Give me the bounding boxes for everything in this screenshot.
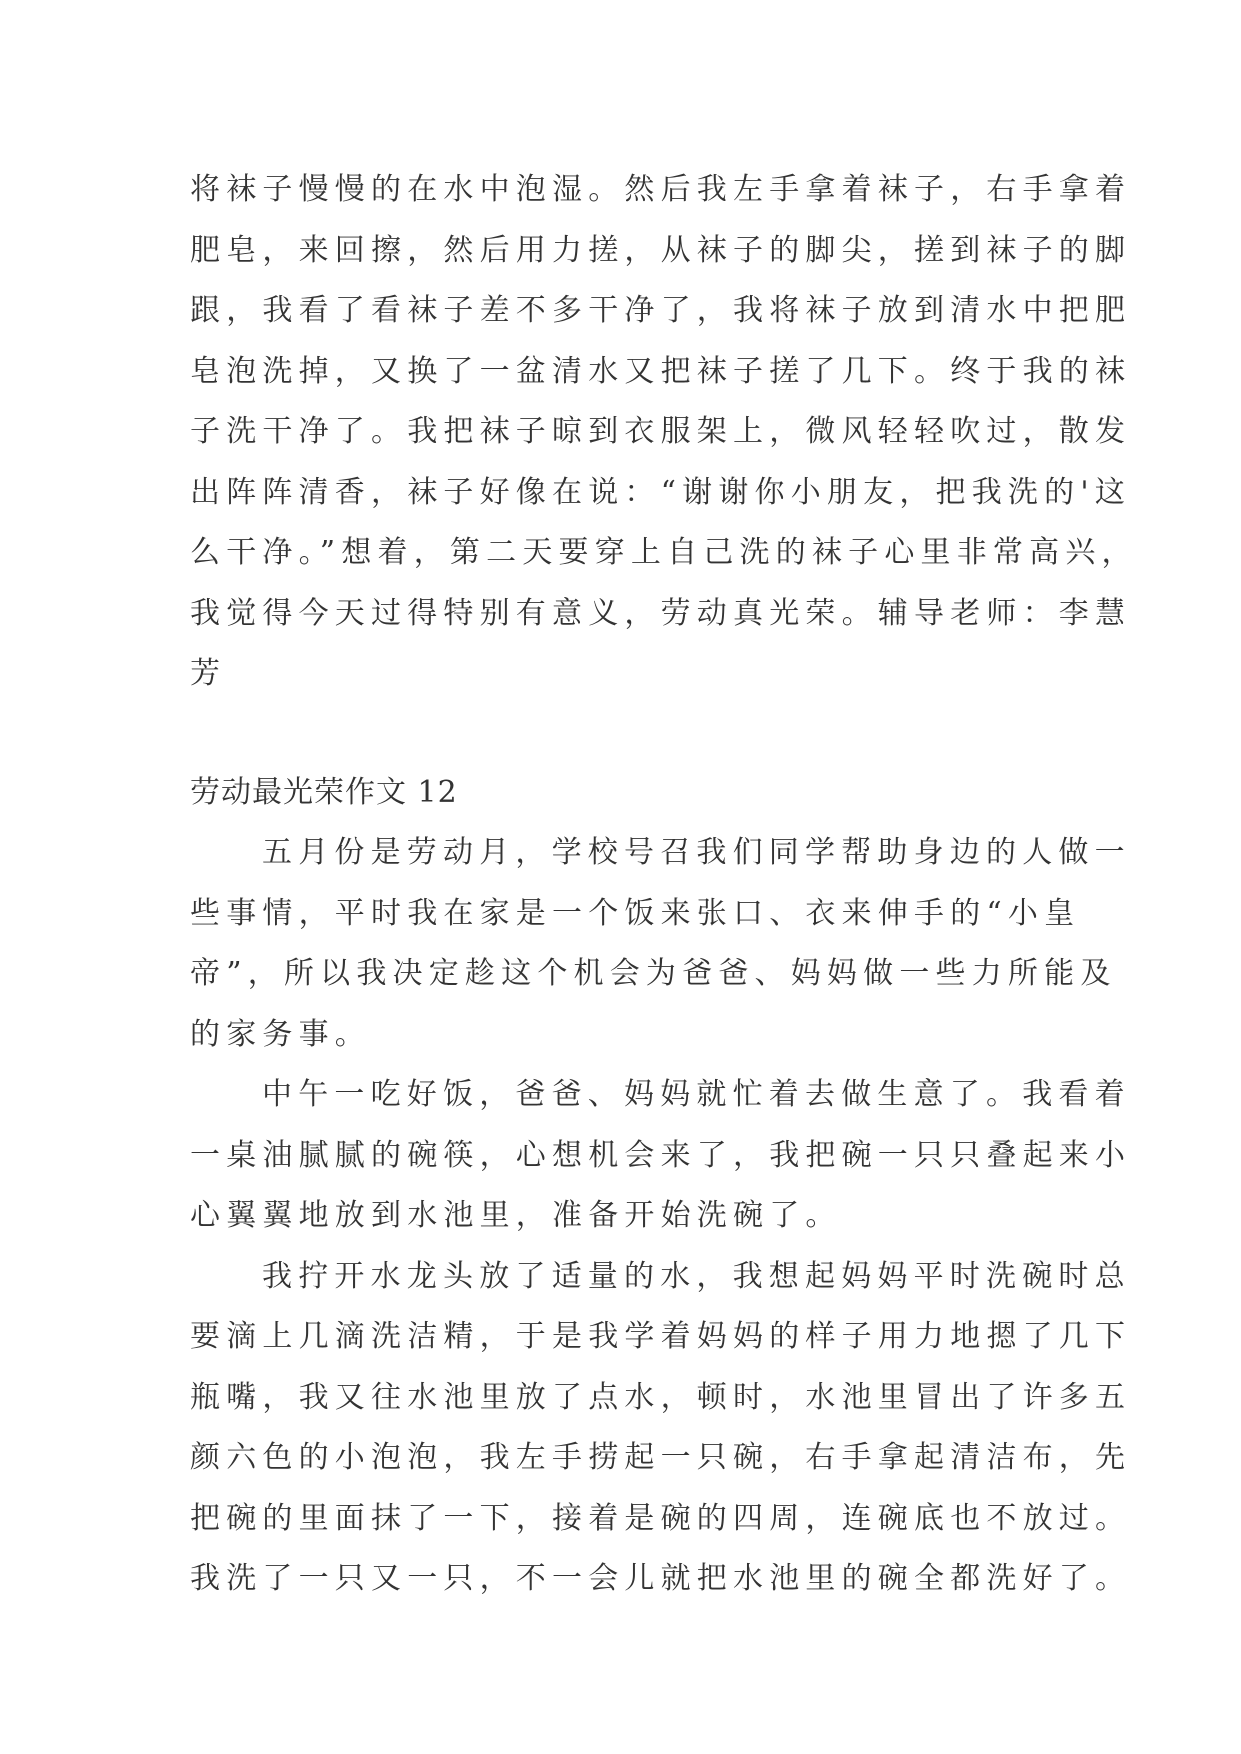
section-spacer — [190, 705, 1090, 763]
text-line: 些事情，平时我在家是一个饭来张口、衣来伸手的“小皇 — [190, 895, 1081, 931]
document-page — [190, 160, 1138, 1610]
text-line: 中午一吃好饭，爸爸、妈妈就忙着去做生意了。我看着 — [262, 1077, 1131, 1112]
text-line: 把碗的里面抹了一下，接着是碗的四周，连碗底也不放过。 — [190, 1500, 1132, 1536]
text-line: 五月份是劳动月，学校号召我们同学帮助身边的人做一 — [262, 835, 1131, 870]
text-line: 的家务事。 — [190, 1016, 371, 1052]
text-line: 心翼翼地放到水池里，准备开始洗碗了。 — [190, 1198, 842, 1233]
section-title: 劳动最光荣作文 12 — [190, 774, 458, 810]
text-line: 芳 — [190, 656, 227, 691]
text-line: 肥皂，来回擦，然后用力搓，从袜子的脚尖，搓到袜子的脚 — [190, 232, 1132, 268]
text-line: 要滴上几滴洗洁精，于是我学着妈妈的样子用力地摁了几下 — [190, 1319, 1132, 1354]
text-line: 么干净。”想着，第二天要穿上自己洗的袜子心里非常高兴， — [190, 535, 1138, 570]
text-line: 我觉得今天过得特别有意义，劳动真光荣。辅导老师：李慧 — [190, 595, 1132, 631]
text-line: 帝”，所以我决定趁这个机会为爸爸、妈妈做一些力所能及 — [190, 956, 1117, 991]
text-line: 我拧开水龙头放了适量的水，我想起妈妈平时洗碗时总 — [262, 1258, 1131, 1294]
text-line: 子洗干净了。我把袜子晾到衣服架上，微风轻轻吹过，散发 — [190, 414, 1132, 449]
text-line: 出阵阵清香，袜子好像在说：“谢谢你小朋友，把我洗的'这 — [190, 474, 1131, 510]
continued-paragraph — [190, 160, 1138, 705]
paragraph-2 — [190, 1065, 1132, 1247]
text-line: 颜六色的小泡泡，我左手捞起一只碗，右手拿起清洁布，先 — [190, 1440, 1132, 1475]
text-line: 将袜子慢慢的在水中泡湿。然后我左手拿着袜子，右手拿着 — [190, 172, 1132, 207]
text-line: 一桌油腻腻的碗筷，心想机会来了，我把碗一只只叠起来小 — [190, 1137, 1132, 1173]
text-line: 我洗了一只又一只，不一会儿就把水池里的碗全都洗好了。 — [190, 1561, 1132, 1596]
paragraph-3 — [190, 1247, 1132, 1610]
text-line: 瓶嘴，我又往水池里放了点水，顿时，水池里冒出了许多五 — [190, 1379, 1132, 1415]
paragraph-1 — [190, 823, 1131, 1065]
text-line: 皂泡洗掉，又换了一盆清水又把袜子搓了几下。终于我的袜 — [190, 353, 1132, 389]
text-line: 跟，我看了看袜子差不多干净了，我将袜子放到清水中把肥 — [190, 293, 1132, 328]
